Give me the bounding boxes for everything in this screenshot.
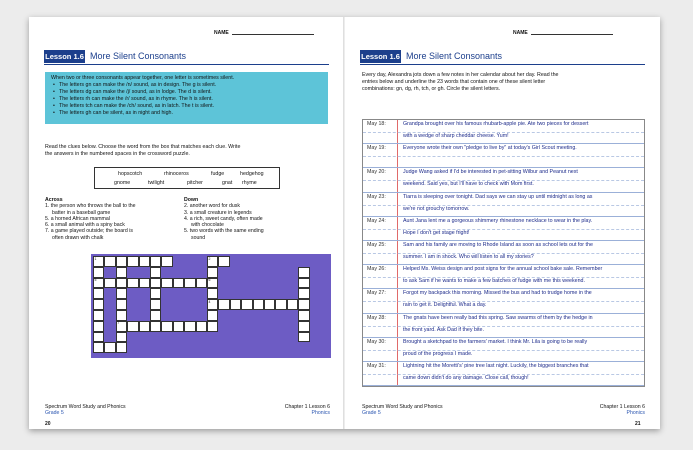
- footer-right: [272, 404, 330, 416]
- lesson-header: [360, 50, 645, 64]
- entry-text: summer. I am in shock. Who will listen to all my stories?: [403, 254, 534, 261]
- crossword-cell[interactable]: [264, 299, 275, 310]
- crossword-cell[interactable]: [161, 278, 172, 289]
- down-heading: Down: [184, 197, 199, 203]
- entry-text: Lightning hit the Moretti's' pine tree last night. Luckily, the biggest branches that: [403, 363, 589, 369]
- calendar-entry: [363, 168, 644, 192]
- crossword-cell[interactable]: [150, 321, 161, 332]
- crossword-cell[interactable]: [104, 342, 115, 353]
- clue: sound: [191, 234, 206, 241]
- entry-date: May 23:: [367, 193, 386, 200]
- entry-text: Brought a sketchpad to the farmers' market. I think Mr. Lila is going to be really: [403, 338, 588, 345]
- crossword-cell[interactable]: [196, 278, 207, 289]
- footer-chapter: Chapter 1 Lesson 6: [284, 404, 330, 410]
- crossword-cell[interactable]: [173, 321, 184, 332]
- footer-grade: Grade 5: [362, 410, 381, 416]
- crossword-cell[interactable]: [93, 256, 104, 267]
- rule-item: • The letters gn can make the /n/ sound, as in design. The g is silent.: [59, 82, 322, 89]
- entry-date: May 28:: [367, 314, 386, 321]
- calendar-entry: [363, 362, 644, 386]
- calendar: [362, 119, 645, 387]
- crossword-grid: [91, 254, 331, 358]
- across-clues: [45, 197, 136, 241]
- entry-text: Aunt Jana lent me a gorgeous shimmery rhinestone necklace to wear in the play.: [403, 217, 593, 224]
- directions-line: the answers in the numbered spaces in the crossword puzzle.: [45, 151, 190, 157]
- intro-line: entries below and underline the 23 words that contain one of these silent letter: [362, 79, 546, 85]
- crossword-cell[interactable]: [287, 299, 298, 310]
- crossword-cell[interactable]: [207, 321, 218, 332]
- rule-item: • The letters rh can make the /r/ sound, as in rhyme. The h is silent.: [59, 96, 322, 103]
- calendar-entry: [363, 120, 644, 144]
- entry-date: May 30:: [367, 338, 386, 345]
- calendar-entry: [363, 241, 644, 265]
- rules-box: [45, 72, 328, 124]
- crossword-cell[interactable]: [184, 278, 195, 289]
- clue-number: 1: [94, 256, 97, 261]
- entry-text: Judge Wang asked if I'd be interested in pet-sitting Wilbur and Peanut next: [403, 169, 578, 176]
- crossword-cell[interactable]: [139, 321, 150, 332]
- calendar-entry: [363, 314, 644, 338]
- directions-line: Read the clues below. Choose the word from the box that matches each clue. Write: [45, 144, 241, 150]
- clue-number: 5: [94, 278, 97, 283]
- crossword-cell[interactable]: [116, 288, 127, 299]
- crossword-cell[interactable]: [93, 267, 104, 278]
- word: hedgehog: [240, 171, 264, 177]
- word: pitcher: [187, 180, 203, 186]
- right-page: [345, 17, 660, 429]
- footer-left: [45, 404, 126, 416]
- page-number: 21: [635, 421, 641, 427]
- entry-text: the front yard. Ask Dad if they bite.: [403, 326, 484, 333]
- crossword-cell[interactable]: [298, 288, 309, 299]
- entry-date: May 20:: [367, 169, 386, 176]
- entry-text: The gnats have been really bad this spring. Saw swarms of them by the hedge in: [403, 314, 593, 321]
- entry-text: Everyone wrote their own "pledge to live by" at today's Girl Scout meeting.: [403, 145, 577, 152]
- intro-line: combinations: gn, dg, rh, tch, or gh. Circle the silent letters.: [362, 86, 501, 92]
- crossword-cell[interactable]: [93, 332, 104, 343]
- crossword-cell[interactable]: [150, 267, 161, 278]
- clue: 5. two words with the same ending: [184, 228, 264, 235]
- entry-text: Tiarra is sleeping over tonight. Dad says we can stay up until midnight as long as: [403, 193, 593, 200]
- crossword-cell[interactable]: [150, 256, 161, 267]
- crossword-cell[interactable]: [207, 267, 218, 278]
- crossword-cell[interactable]: [116, 332, 127, 343]
- clue: 5. a horned African mammal: [45, 215, 110, 222]
- crossword-cell[interactable]: [116, 321, 127, 332]
- entry-text: Forgot my backpack this morning. Missed the bus and had to trudge home in the: [403, 290, 592, 297]
- footer-chapter: Chapter 1 Lesson 6: [599, 404, 645, 410]
- crossword-cell[interactable]: [116, 256, 127, 267]
- crossword-cell[interactable]: [207, 288, 218, 299]
- calendar-entry: [363, 338, 644, 362]
- entry-text: with a wedge of sharp cheddar cheese. Yum!: [403, 133, 509, 140]
- crossword-cell[interactable]: [104, 256, 115, 267]
- footer-left: [362, 404, 443, 416]
- clue-number: 4: [208, 299, 211, 304]
- word: gnome: [114, 180, 131, 186]
- entry-text: rain to get it. Delightful. What a day.: [403, 302, 487, 309]
- name-line: [214, 30, 314, 36]
- crossword-cell[interactable]: [184, 321, 195, 332]
- name-label: NAME: [513, 30, 528, 36]
- word: fudge: [211, 171, 225, 177]
- crossword-cell[interactable]: [93, 310, 104, 321]
- crossword-cell[interactable]: [93, 321, 104, 332]
- crossword-cell[interactable]: [127, 278, 138, 289]
- clue: 2. another word for dusk: [184, 203, 240, 210]
- calendar-entry: [363, 217, 644, 241]
- crossword-cell[interactable]: [173, 278, 184, 289]
- clue: 7. a game played outside; the board is: [45, 228, 133, 235]
- crossword-cell[interactable]: [298, 310, 309, 321]
- entry-date: May 24:: [367, 217, 386, 224]
- crossword-cell[interactable]: [207, 278, 218, 289]
- entry-text: weekend. Said yes, but I'll have to check with Mom first.: [403, 181, 534, 188]
- workbook-spread: [29, 17, 660, 429]
- footer-right: [583, 404, 645, 416]
- entry-date: May 19:: [367, 145, 386, 152]
- calendar-entry: [363, 265, 644, 289]
- entry-text: Sam and his family are moving to Rhode Island as soon as school lets out for the: [403, 242, 593, 248]
- name-label: NAME: [214, 30, 229, 36]
- across-heading: Across: [45, 197, 63, 203]
- crossword-cell[interactable]: [298, 278, 309, 289]
- clue: with chocolate: [191, 222, 224, 229]
- directions: [45, 144, 240, 158]
- calendar-entry: [363, 193, 644, 217]
- intro: [362, 72, 559, 93]
- crossword-cell[interactable]: [116, 310, 127, 321]
- word: hopscotch: [118, 171, 143, 177]
- intro-line: Every day, Alexandra jots down a few notes in her calendar about her day. Read the: [362, 72, 559, 78]
- footer-topic: Phonics: [311, 410, 330, 416]
- entry-text: Helped Ms. Weiss design and post signs for the annual school bake sale. Remember: [403, 266, 603, 273]
- crossword-cell[interactable]: [93, 288, 104, 299]
- calendar-entry: [363, 289, 644, 313]
- word: rhyme: [242, 180, 257, 186]
- crossword-cell[interactable]: [116, 342, 127, 353]
- crossword-cell[interactable]: [230, 299, 241, 310]
- crossword-cell[interactable]: [218, 299, 229, 310]
- rules-list: [51, 82, 322, 117]
- crossword-cell[interactable]: [150, 278, 161, 289]
- crossword-cell[interactable]: [161, 321, 172, 332]
- crossword-cell[interactable]: [207, 310, 218, 321]
- footer-title: Spectrum Word Study and Phonics: [45, 404, 126, 410]
- clue: batter in a baseball game: [52, 209, 111, 216]
- crossword-cell[interactable]: [196, 321, 207, 332]
- crossword-cell[interactable]: [150, 288, 161, 299]
- entry-text: came down didn't do any damage. Close call, though!: [403, 375, 529, 382]
- crossword-cell[interactable]: [218, 256, 229, 267]
- rule-item: • The letters tch can make the /ch/ sound, as in latch. The t is silent.: [59, 103, 322, 110]
- clue: often drawn with chalk: [52, 234, 104, 241]
- crossword-cell[interactable]: [150, 299, 161, 310]
- entry-text: we're not grouchy tomorrow.: [403, 205, 470, 212]
- clue: 4. a rich, sweet candy, often made: [184, 215, 263, 222]
- crossword-cell[interactable]: [93, 278, 104, 289]
- down-clues: [184, 197, 264, 241]
- crossword-cell[interactable]: [127, 256, 138, 267]
- clue: 3. a small creature in legends: [184, 209, 252, 216]
- lesson-badge: Lesson 1.6: [361, 52, 400, 61]
- crossword-cell[interactable]: [298, 321, 309, 332]
- crossword-cell[interactable]: [298, 267, 309, 278]
- page-number: 20: [45, 421, 51, 427]
- footer-topic: Phonics: [626, 410, 645, 416]
- entry-date: May 26:: [367, 266, 386, 273]
- calendar-entry: [363, 144, 644, 168]
- crossword-cell[interactable]: [275, 299, 286, 310]
- crossword-cell[interactable]: [139, 278, 150, 289]
- crossword-cell[interactable]: [207, 299, 218, 310]
- crossword-cell[interactable]: [116, 278, 127, 289]
- entry-text: Grandpa brought over his famous rhubarb-apple pie. Ate two pieces for dessert: [403, 121, 589, 127]
- entry-date: May 31:: [367, 363, 386, 369]
- lesson-badge: Lesson 1.6: [45, 52, 84, 61]
- crossword-cell[interactable]: [127, 321, 138, 332]
- clue-number: 7: [117, 321, 120, 326]
- crossword-cell[interactable]: [241, 299, 252, 310]
- crossword-cell[interactable]: [93, 342, 104, 353]
- crossword-cell[interactable]: [207, 256, 218, 267]
- crossword-cell[interactable]: [298, 332, 309, 343]
- lesson-title: More Silent Consonants: [90, 51, 187, 61]
- clue: 6. a small animal with a spiny back: [45, 222, 125, 229]
- crossword-cell[interactable]: [139, 256, 150, 267]
- entry-date: May 25:: [367, 242, 386, 248]
- word-box: [94, 167, 280, 189]
- entry-date: May 18:: [367, 121, 386, 127]
- left-page: [29, 17, 344, 429]
- crossword-cell[interactable]: [116, 267, 127, 278]
- crossword-cell[interactable]: [150, 310, 161, 321]
- clue-number: 6: [208, 278, 211, 283]
- crossword-cell[interactable]: [104, 278, 115, 289]
- lesson-title: More Silent Consonants: [406, 51, 503, 61]
- crossword-cell[interactable]: [161, 256, 172, 267]
- rule-item: • The letters dg can make the /j/ sound, as in lodge. The d is silent.: [59, 89, 322, 96]
- footer-grade: Grade 5: [45, 410, 64, 416]
- rule-item: • The letters gh can be silent, as in night and high.: [59, 110, 322, 117]
- rules-intro: When two or three consonants appear together, one letter is sometimes silent.: [51, 75, 235, 81]
- name-line: [513, 30, 613, 36]
- crossword-cell[interactable]: [253, 299, 264, 310]
- crossword-cell[interactable]: [116, 299, 127, 310]
- word: gnat: [222, 180, 233, 186]
- entry-text: Hope I don't get stage fright!: [403, 229, 470, 236]
- footer-title: Spectrum Word Study and Phonics: [362, 404, 443, 410]
- entry-text: proud of the progress I made.: [403, 350, 473, 357]
- crossword-cell[interactable]: [93, 299, 104, 310]
- clue: 1. the person who throws the ball to the: [45, 203, 136, 210]
- word: rhinoceros: [164, 171, 189, 177]
- lesson-header: [44, 50, 329, 64]
- entry-date: May 27:: [367, 290, 386, 297]
- entry-text: to ask Sam if he wants to make a few batches of fudge with me this weekend.: [403, 278, 585, 285]
- crossword-cell[interactable]: [298, 299, 309, 310]
- word: twilight: [148, 180, 165, 186]
- clue-number: 2: [208, 256, 211, 261]
